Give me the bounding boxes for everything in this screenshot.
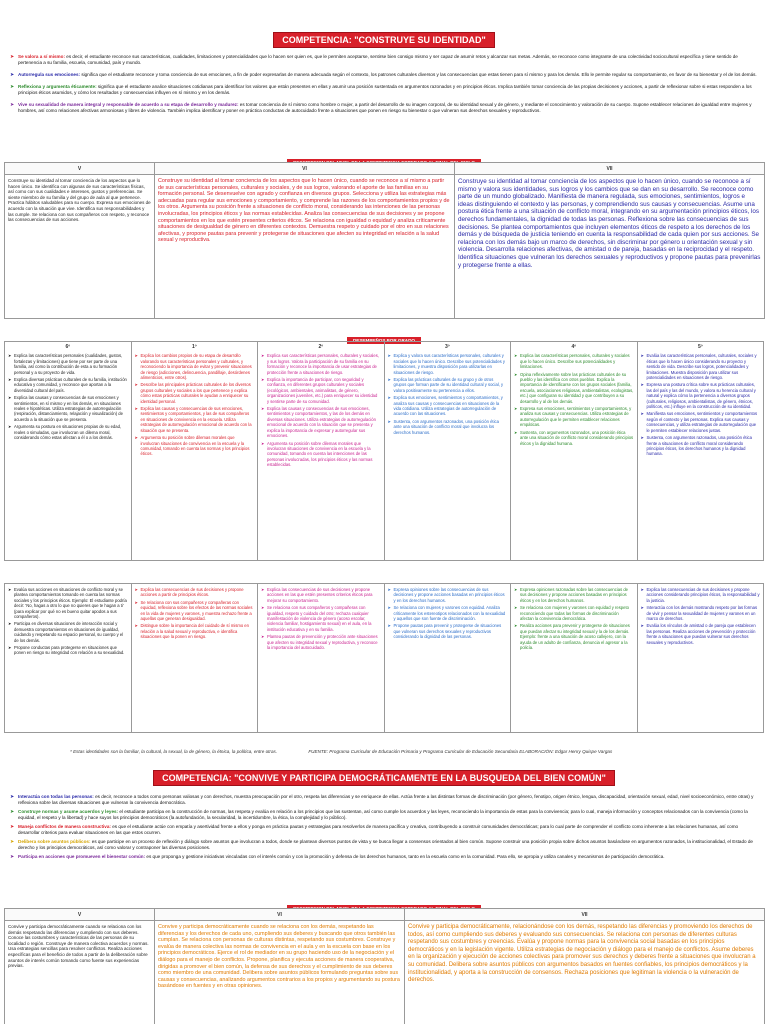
performance-item: ➤ Explica diversas prácticas culturales de su familia, institución educativa y comunidad, y reconoce que aportan a la diversidad cultural del país. xyxy=(8,377,128,393)
performance-item: ➤ Expresa opiniones sobre las consecuencias de sus decisiones y propone acciones basadas en principios éticos y en los derechos humanos. xyxy=(388,587,508,603)
performance-item: ➤ Sustenta, con argumentos razonados, una posición ética frente a situaciones de conflicto moral considerando principios éticos, los derechos humanos y la dignidad humana. xyxy=(641,435,761,457)
competency-title xyxy=(0,30,768,48)
performance-item: ➤ Expresa opiniones razonadas sobre las consecuencias de sus decisiones y propone acciones basadas en principios éticos y en los derechos humanos. xyxy=(514,587,634,603)
grade-header: 6º xyxy=(65,344,71,350)
performance-item: ➤ Explica sus características personales, culturales y sociales, y sus logros. Valora la participación de su familia en su formación y reconoce la importancia de usar estrategias de protección frente a situaciones de riesgo. xyxy=(261,353,381,375)
cycle-header: V xyxy=(5,163,155,175)
capacity-text: significa que el estudiante reconoce y toma conciencia de sus emociones, a fin de poder expresarlas de manera adecuada según el contexto, los patrones culturales diversos y las consecuencias que estas tienen para sí mismo y para los demás. Ello le permite regular su comportamiento, en favor de su bienestar y el de los demás. xyxy=(81,72,757,77)
performance-item: ➤ Explica las prácticas culturales de su grupo y de otros grupos que forman parte de su identidad cultural y social, y valora positivamente su pertenencia a ellos. xyxy=(388,377,508,393)
grade-header: 4º xyxy=(571,344,577,350)
cycle-header: V xyxy=(5,909,155,921)
cycle-header: VII xyxy=(455,163,765,175)
performance-item: ➤ Evalúa las características personales, culturales, sociales y éticas que lo hacen único considerando su proyecto y sentido de vida. Describe sus logros, potencialidades y limitaciones. Muestra disposición para utilizar sus potencialidades en situaciones de riesgo. xyxy=(641,353,761,380)
level-table xyxy=(4,908,765,1024)
performance-item: ➤ Evalúa sus acciones en situaciones de conflicto moral y se plantea comportamientos tomando en cuenta las normas sociales y los principios éticos. Ejemplo: El estudiante podría decir: 'No, hagas a otro lo que no quieres que te hagan a ti' (para explicar por qué no es bueno quitar apodos a sus compañeros). xyxy=(8,587,128,619)
performance-item: ➤ Argumenta su posición sobre dilemas morales que involucran situaciones de convivencia en la escuela y la comunidad, tomando en cuenta las normas y los principios éticos. xyxy=(135,435,255,457)
capacity-item xyxy=(10,54,758,66)
capacity-lead: Participa en acciones que promueven el bienestar común: xyxy=(18,854,146,859)
grade-column-4 xyxy=(511,583,638,733)
capacity-lead: Reflexiona y argumenta éticamente: xyxy=(18,84,97,89)
performance-item: ➤ Argumenta su posición sobre dilemas morales que involucran situaciones de convivencia en la escuela y la comunidad, tomando en cuenta las intenciones de las personas involucradas, los principios éticos y las normas establecidas. xyxy=(261,441,381,468)
competency-title-text: COMPETENCIA: "CONVIVE Y PARTICIPA DEMOCRÁTICAMENTE EN LA BUSQUEDA DEL BIEN COMÚN" xyxy=(153,770,615,786)
capacity-lead: Construye normas y asume acuerdos y leyes: xyxy=(18,809,119,814)
capacity-text: es que participe en un proceso de reflexión y diálogo sobre asuntos que involucran a todos, donde se plantean diversos puntos de vista y se busca llegar a consensos orientados al bien común. Supone construir una posición propia sobre dichos asuntos basándose en argumentos razonados, la institucionalidad, el Estado de derecho y los principios democráticos, así como valorar y contraponer las diversas posiciones. xyxy=(18,839,753,850)
capacity-item xyxy=(10,794,758,806)
capacity-text: es tomar conciencia de sí mismo como hombre o mujer, a partir del desarrollo de su imagen corporal, de su identidad sexual y de género, y mediante el conocimiento y valoración de su cuerpo. Supone establecer relaciones de igualdad entre mujeres y hombres, así como relaciones afectivas armoniosas y libres de violencia. También implica identificar y poner en práctica conductas de autocuidado frente a situaciones que ponen en riesgo su bienestar o que vulneran sus derechos sexuales y reproductivos. xyxy=(18,102,752,113)
footnote-source: FUENTE: Programa Curricular de Educación Primaria y Programa Curricular de Educación Secundaria ELABORACIÓN: Edgar Henry Quispe Vargas xyxy=(308,749,613,754)
arrow-icon: ➤ xyxy=(10,794,15,800)
capacities-list xyxy=(10,794,758,863)
arrow-icon: ➤ xyxy=(10,839,15,845)
capacity-item xyxy=(10,839,758,851)
capacity-lead: Se valora a sí mismo: xyxy=(18,54,65,59)
footnote xyxy=(70,749,768,754)
capacity-text: significa que el estudiante analice situaciones cotidianas para identificar los valores que están presentes en ellas y asumir una posición sustentada en argumentos razonados y en principios éticos. Implica también tomar conciencia de las propias decisiones y acciones, a partir de reflexionar sobre si estas responden a los principios éticos asumidos, y cómo los resultados y consecuencias influyen en sí mismo y en los demás. xyxy=(18,84,752,95)
performance-item: ➤ Propone conductas para protegerse en situaciones que ponen en riesgo su integridad con relación a su sexualidad. xyxy=(8,645,128,656)
performance-item: ➤ Se relaciona con mujeres y varones con equidad. Analiza críticamente los estereotipos relacionados con la sexualidad y aquellos que son fuente de discriminación. xyxy=(388,605,508,621)
performance-item: ➤ Explica las características personales, culturales y sociales que lo hacen único. Describe sus potencialidades y limitaciones. xyxy=(514,353,634,369)
grade-header: 1º xyxy=(191,344,197,350)
performance-item: ➤ Explica y valora sus características personales, culturales y sociales que lo hacen único. Describe sus potencialidades y limitaciones, y muestra disposición para utilizarlas en situaciones de riesgo. xyxy=(388,353,508,375)
performance-item: ➤ Propone pautas para prevenir y protegerse de situaciones que vulneran sus derechos sexuales y reproductivos considerando la dignidad de las personas. xyxy=(388,623,508,639)
cycle-vi-description: Convive y participa democráticamente cuando se relaciona con los demás, respetando las diferencias y los derechos de cada uno, cumpliendo sus deberes y buscando que otros también las cumplan. Se relaciona con personas de culturas distintas, respetando sus costumbres. Construye y evalúa de manera colectiva las normas de convivencia en el aula y en la escuela con base en los principios democráticos. Ejerce el rol de mediador en su grupo haciendo uso de la negociación y el diálogo para el manejo de conflictos. Propone, planifica y ejecuta acciones de manera cooperativa, dirigidas a promover el bien común, la defensa de sus derechos y el cumplimiento de sus deberes como miembro de una comunidad. Delibera sobre asuntos públicos formulando preguntas sobre sus causas y consecuencias, analizando argumentos contrarios a los propios y argumentando su postura basándose en fuentes y en otras opiniones. xyxy=(155,921,405,1024)
cycle-header: VII xyxy=(405,909,765,921)
capacity-lead: Delibera sobre asuntos públicos: xyxy=(18,839,91,844)
performance-item: ➤ Expresa una postura crítica sobre sus prácticas culturales, las del país y las del mundo, y valora su herencia cultural y natural y explica cómo la pertenencia a diversos grupos (culturales, religiosos, ambientalistas, de género, étnicos, políticos, etc.) influye en la construcción de su identidad. xyxy=(641,382,761,409)
capacity-item xyxy=(10,102,758,114)
performance-item: ➤ Explica las consecuencias de sus decisiones y propone acciones considerando principios éticos, la responsabilidad y la justicia. xyxy=(641,587,761,603)
level-table xyxy=(4,162,765,319)
competency-title xyxy=(0,768,768,786)
arrow-icon: ➤ xyxy=(10,102,15,108)
cycle-vii-description: Convive y participa democráticamente, relacionándose con los demás, respetando las diferencias y promoviendo los derechos de todos, así como cumpliendo sus deberes y evaluando sus consecuencias. Se relaciona con personas de diferentes culturas respetando sus costumbres y creencias. Evalúa y propone normas para la convivencia social basadas en los principios democráticos y en la legislación vigente. Utiliza estrategias de negociación y diálogo para el manejo de conflictos. Asume deberes en la organización y ejecución de acciones colectivas para promover sus derechos y deberes frente a situaciones que involucran a su comunidad. Delibera sobre asuntos públicos con argumentos basados en fuentes confiables, los principios democráticos y la institucionalidad, y aporta a la construcción de consensos. Rechaza posiciones que legitiman la violencia o la vulneración de derechos. xyxy=(405,921,765,1024)
cycle-v-description: Convive y participa democráticamente cuando se relaciona con los demás respetando las diferencias y cumpliendo con sus deberes. Conoce las costumbres y características de las personas de su localidad o región. Construye de manera colectiva acuerdos y normas. Usa estrategias sencillas para resolver conflictos. Realiza acciones específicas para el beneficio de todos a partir de la deliberación sobre asuntos de interés común tomando como fuente sus experiencias previas. xyxy=(5,921,155,1024)
performance-item: ➤ Participa en diversas situaciones de interacción social y demuestra comportamientos en situaciones de igualdad, cuidando y respetando su espacio personal, su cuerpo y el de los demás. xyxy=(8,621,128,643)
performance-item: ➤ Manifiesta sus emociones, sentimientos y comportamientos según el contexto y las personas. Explica sus causas y consecuencias, y utiliza estrategias de autorregulación que le permiten establecer relaciones justas. xyxy=(641,411,761,433)
performance-item: ➤ Explica las causas y consecuencias de sus emociones, sentimientos y comportamientos, y las de sus compañeros en situaciones de convivencia en la escuela. Utiliza estrategias de autorregulación emocional de acuerdo con la situación que se presenta. xyxy=(135,406,255,433)
arrow-icon: ➤ xyxy=(10,54,15,60)
capacity-text: es que proponga y gestione iniciativas vinculadas con el interés común y con la promoción y defensa de los derechos humanos, tanto en la escuela como en la comunidad. Para ello, se apropia y utiliza canales y mecanismos de participación democrática. xyxy=(146,854,665,859)
grade-column-6 xyxy=(4,583,132,733)
performance-item: ➤ Realiza acciones para prevenir y protegerse de situaciones que puedan afectar su integridad sexual y la de los demás. Ejemplo: frente a una situación de acoso callejero, con la ayuda de un adulto de confianza, denuncia el agresor a la policía. xyxy=(514,623,634,650)
footnote-text: * Estas identidades son la familiar, la cultural, la sexual, la de género, la étnica, la política, entre otras. xyxy=(70,749,278,754)
competency-title-text: COMPETENCIA: "CONSTRUYE SU IDENTIDAD" xyxy=(273,32,495,48)
performance-item: ➤ Explica las consecuencias de sus decisiones y propone acciones a partir de principios éticos. xyxy=(135,587,255,598)
performance-item: ➤ Explica las consecuencias de sus decisiones y propone acciones en las que estén presentes criterios éticos para mejorar su comportamiento. xyxy=(261,587,381,603)
arrow-icon: ➤ xyxy=(10,824,15,830)
arrow-icon: ➤ xyxy=(10,72,15,78)
capacity-item xyxy=(10,854,758,860)
capacity-text: el estudiante participa en la construcción de normas, las respeta y evalúa en relación a los principios que las sustentan, así como cumple los acuerdos y las leyes, reconociendo la importancia de estas para la convivencia; para lo cual, maneja información y conceptos relacionados con la convivencia (como la equidad, el respeto y la libertad) y hace suyos los principios democráticos (la autofundación, la secularidad, la incertidumbre, la ética, la complejidad y lo público). xyxy=(18,809,748,820)
capacity-item xyxy=(10,824,758,836)
performance-item: ➤ Se relaciona con mujeres y varones con equidad y respeto reconociendo que todas las formas de discriminación afectan la convivencia democrática. xyxy=(514,605,634,621)
performance-item: ➤ Interactúa con los demás mostrando respeto por las formas de vivir y pensar la sexualidad de mujeres y varones en un marco de derechos. xyxy=(641,605,761,621)
grade-column-2 xyxy=(258,341,385,561)
capacity-item xyxy=(10,72,758,78)
capacity-lead: Vive su sexualidad de manera integral y responsable de acuerdo a su etapa de desarrollo y madurez: xyxy=(18,102,239,107)
performance-item: ➤ Explica sus emociones, sentimientos y comportamientos, y analiza sus causas y consecuencias en situaciones de la vida cotidiana. Utiliza estrategias de autorregulación de acuerdo con las situaciones. xyxy=(388,395,508,417)
capacity-lead: Interactúa con todas las personas: xyxy=(18,794,94,799)
performance-item: ➤ Explica las causas y consecuencias de sus emociones y sentimientos, en sí mismo y en los demás, en situaciones reales e hipotéticas. Utiliza estrategias de autorregulación (respiración, distanciamiento, relajación y visualización) de acuerdo a la situación que se presenta. xyxy=(8,395,128,422)
grade-column-1 xyxy=(132,341,259,561)
performance-item: ➤ Explica la importancia de participar, con seguridad y confianza, en diferentes grupos culturales y sociales (ecológicos, ambientales, animalistas, de género, organizaciones juveniles, etc.) para enriquecer su identidad y sentirse parte de su comunidad. xyxy=(261,377,381,404)
grade-header: 2º xyxy=(318,344,324,350)
capacity-lead: Maneja conflictos de manera constructiva: xyxy=(18,824,111,829)
grade-column-2 xyxy=(258,583,385,733)
grade-column-5 xyxy=(638,341,765,561)
grade-column-5 xyxy=(638,583,765,733)
capacity-item xyxy=(10,84,758,96)
grade-column-3 xyxy=(385,341,512,561)
grade-header: 3º xyxy=(444,344,450,350)
cycle-v-description: Construye su identidad al tomar conciencia de los aspectos que lo hacen único. Se identifica con algunas de sus características físicas, así como con sus cualidades e intereses, gustos y preferencias. Se siente miembro de su familia y del grupo de aula al que pertenece. Practica hábitos saludables para su cuerpo. Expresa sus emociones de acuerdo con la situación que vive. Identifica sus responsabilidades y las cumple. Se relaciona con sus compañeros con respeto, y reconoce las consecuencias de sus acciones. xyxy=(5,175,155,319)
performance-item: ➤ Se relaciona con sus compañeros y compañeras con equidad, reflexiona sobre los efectos de las normas sociales en la vida de mujeres y varones, y muestra rechazo frente a aquellas que generan desigualdad. xyxy=(135,600,255,622)
grade-band-text: DESEMPEÑOS POR GRADO xyxy=(347,337,421,344)
grades-row xyxy=(4,341,764,561)
performance-item: ➤ Evalúa los vínculos de amistad o de pareja que establecen las personas. Realiza acciones de prevención y protección frente a situaciones que puedan vulnerar sus derechos sexuales y reproductivos. xyxy=(641,623,761,645)
performance-item: ➤ Opina reflexivamente sobre las prácticas culturales de su pueblo y las identifica con otros pueblos. Explica la importancia de identificarse con los grupos sociales (familia, escuela, asociaciones religiosas, ambientalistas, ecologistas, etc.) que configuran su identidad y que contribuyen a su desarrollo y al de los demás. xyxy=(514,372,634,404)
performance-item: ➤ Expresa sus emociones, sentimientos y comportamientos, y analiza sus causas y consecuencias. Utiliza estrategias de autorregulación que le permiten establecer relaciones empáticas. xyxy=(514,406,634,428)
capacities-list xyxy=(10,54,758,117)
capacity-text: es que el estudiante actúe con empatía y asertividad frente a ellos y ponga en práctica pautas y estrategias para resolverlos de manera pacífica y creativa, contribuyendo a construir comunidades democráticas; para lo cual parte de comprender el conflicto como inherente a las relaciones humanas, así como desarrollar criterios para evaluar situaciones en las que estos ocurren. xyxy=(18,824,739,835)
capacity-lead: Autorregula sus emociones: xyxy=(18,72,81,77)
arrow-icon: ➤ xyxy=(10,84,15,90)
arrow-icon: ➤ xyxy=(10,809,15,815)
performance-item: ➤ Se relaciona con sus compañeros y compañeras con igualdad, respeto y cuidado del otro; rechaza cualquier manifestación de violencia de género (acoso escolar, violencia familiar, hostigamiento sexual) en el aula, en la institución educativa y en su familia. xyxy=(261,605,381,632)
capacity-item xyxy=(10,809,758,821)
performance-item: ➤ Explica las características personales (cualidades, gustos, fortalezas y limitaciones) que tiene por ser parte de una familia, así como la contribución de esta a su formación personal y a su proyecto de vida. xyxy=(8,353,128,375)
performance-item: ➤ Explica los cambios propios de su etapa de desarrollo valorando sus características personales y culturales, y reconociendo la importancia de evitar y prevenir situaciones de riesgo (adicciones, delincuencia, pandillaje, desórdenes alimenticios, entre otros). xyxy=(135,353,255,380)
cycle-header: VI xyxy=(155,163,455,175)
grade-column-3 xyxy=(385,583,512,733)
cycle-vii-description: Construye su identidad al tomar conciencia de los aspectos que lo hacen único, cuando se reconoce a sí mismo y valora sus identidades, sus logros y los cambios que se dan en su desarrollo. Se reconoce como parte de un mundo globalizado. Manifiesta de manera regulada, sus emociones, sentimientos, logros e ideas distinguiendo el contexto y las personas, y comprendiendo sus causas y consecuencias. Asume una postura ética frente a una situación de conflicto moral, integrando en su argumentación principios éticos, los derechos fundamentales, la dignidad de todas las personas. Reflexiona sobre las consecuencias de sus decisiones. Se plantea comportamientos que incluyen elementos éticos de respeto a los derechos de los demás y de búsqueda de justicia teniendo en cuenta la responsabilidad de cada quien por sus acciones. Se relaciona con los demás bajo un marco de derechos, sin discriminar por género u orientación sexual y sin violencia. Desarrolla relaciones afectivas, de amistad o de pareja, basadas en la reciprocidad y el respeto. Identifica situaciones que vulneran los derechos sexuales y reproductivos y propone pautas para prevenirlas y protegerse frente a ellas. xyxy=(455,175,765,319)
grade-header: 5º xyxy=(697,344,703,350)
performance-item: ➤ Describe las principales prácticas culturales de los diversos grupos culturales y sociales a los que pertenece y explica cómo estas prácticas culturales le ayudan a enriquecer su identidad personal. xyxy=(135,382,255,404)
cycle-vi-description: Construye su identidad al tomar conciencia de los aspectos que lo hacen único, cuando se reconoce a sí mismo a partir de sus características personales, culturales y sociales, y de sus logros, valorando el aporte de las familias en su formación personal. Se desenvuelve con agrado y confianza en diversos grupos. Selecciona y utiliza las estrategias más adecuadas para regular sus emociones y comportamiento, y comprende las razones de los comportamientos propios y de los otros. Argumenta su posición frente a situaciones de conflicto moral, considerando las intenciones de las personas involucradas, los principios éticos y las normas establecidas. Analiza las consecuencias de sus decisiones y se propone comportamientos en los que estén presentes criterios éticos. Se relaciona con igualdad o equidad y analiza críticamente situaciones de desigualdad de género en diferentes contextos. Demuestra respeto y cuidado por el otro en sus relaciones afectivas, y propone pautas para prevenir y protegerse de situaciones que afecten su integridad en relación a la salud sexual y reproductiva. xyxy=(155,175,455,319)
grade-column-6 xyxy=(4,341,132,561)
capacity-text: es decir, reconoce a todos como personas valiosas y con derechos, muestra preocupación por el otro, respeta las diferencias y se enriquece de ellas. Actúa frente a las distintas formas de discriminación (por género, fenotipo, origen étnico, lengua, discapacidad, orientación sexual, edad, nivel socioeconómico, entre otras) y reflexiona sobre las diversas situaciones que vulneran la convivencia democrática. xyxy=(18,794,754,805)
grades-row-continued xyxy=(4,583,764,733)
performance-item: ➤ Sustenta, con argumentos razonados, una posición ética ante una situación de conflicto moral considerando principios éticos y la dignidad humana. xyxy=(514,430,634,446)
grade-column-4 xyxy=(511,341,638,561)
arrow-icon: ➤ xyxy=(10,854,15,860)
performance-item: ➤ Plantea pautas de prevención y protección ante situaciones que afecten su integridad sexual y reproductiva, y reconoce la importancia del autocuidado. xyxy=(261,634,381,650)
performance-item: ➤ Sustenta, con argumentos razonados, una posición ética ante una situación de conflicto moral que involucra los derechos humanos. xyxy=(388,419,508,435)
performance-item: ➤ Distingue sobre la importancia del cuidado de sí mismo en relación a la salud sexual y reproductiva, e identifica situaciones que la ponen en riesgo. xyxy=(135,623,255,639)
cycle-header: VI xyxy=(155,909,405,921)
capacity-text: es decir, el estudiante reconoce sus características, cualidades, limitaciones y potencialidades que lo hacen ser quien es, que le permiten aceptarse, sentirse bien consigo mismo y ser capaz de asumir retos y alcanzar sus metas. Además, se reconoce como integrante de una colectividad sociocultural específica y tiene sentido de pertenencia a su familia, escuela, comunidad, país y mundo. xyxy=(18,54,738,65)
performance-item: ➤ Argumenta su postura en situaciones propias de su edad, reales o simuladas, que involucran un dilema moral, considerando cómo estas afectan a él o a los demás. xyxy=(8,424,128,440)
performance-item: ➤ Explica las causas y consecuencias de sus emociones, sentimientos y comportamientos, y las de los demás en diversas situaciones. Utiliza estrategias de autorregulación emocional de acuerdo con la situación que se presenta y explica la importancia de expresar y autorregular sus emociones. xyxy=(261,406,381,438)
grade-column-1 xyxy=(132,583,259,733)
